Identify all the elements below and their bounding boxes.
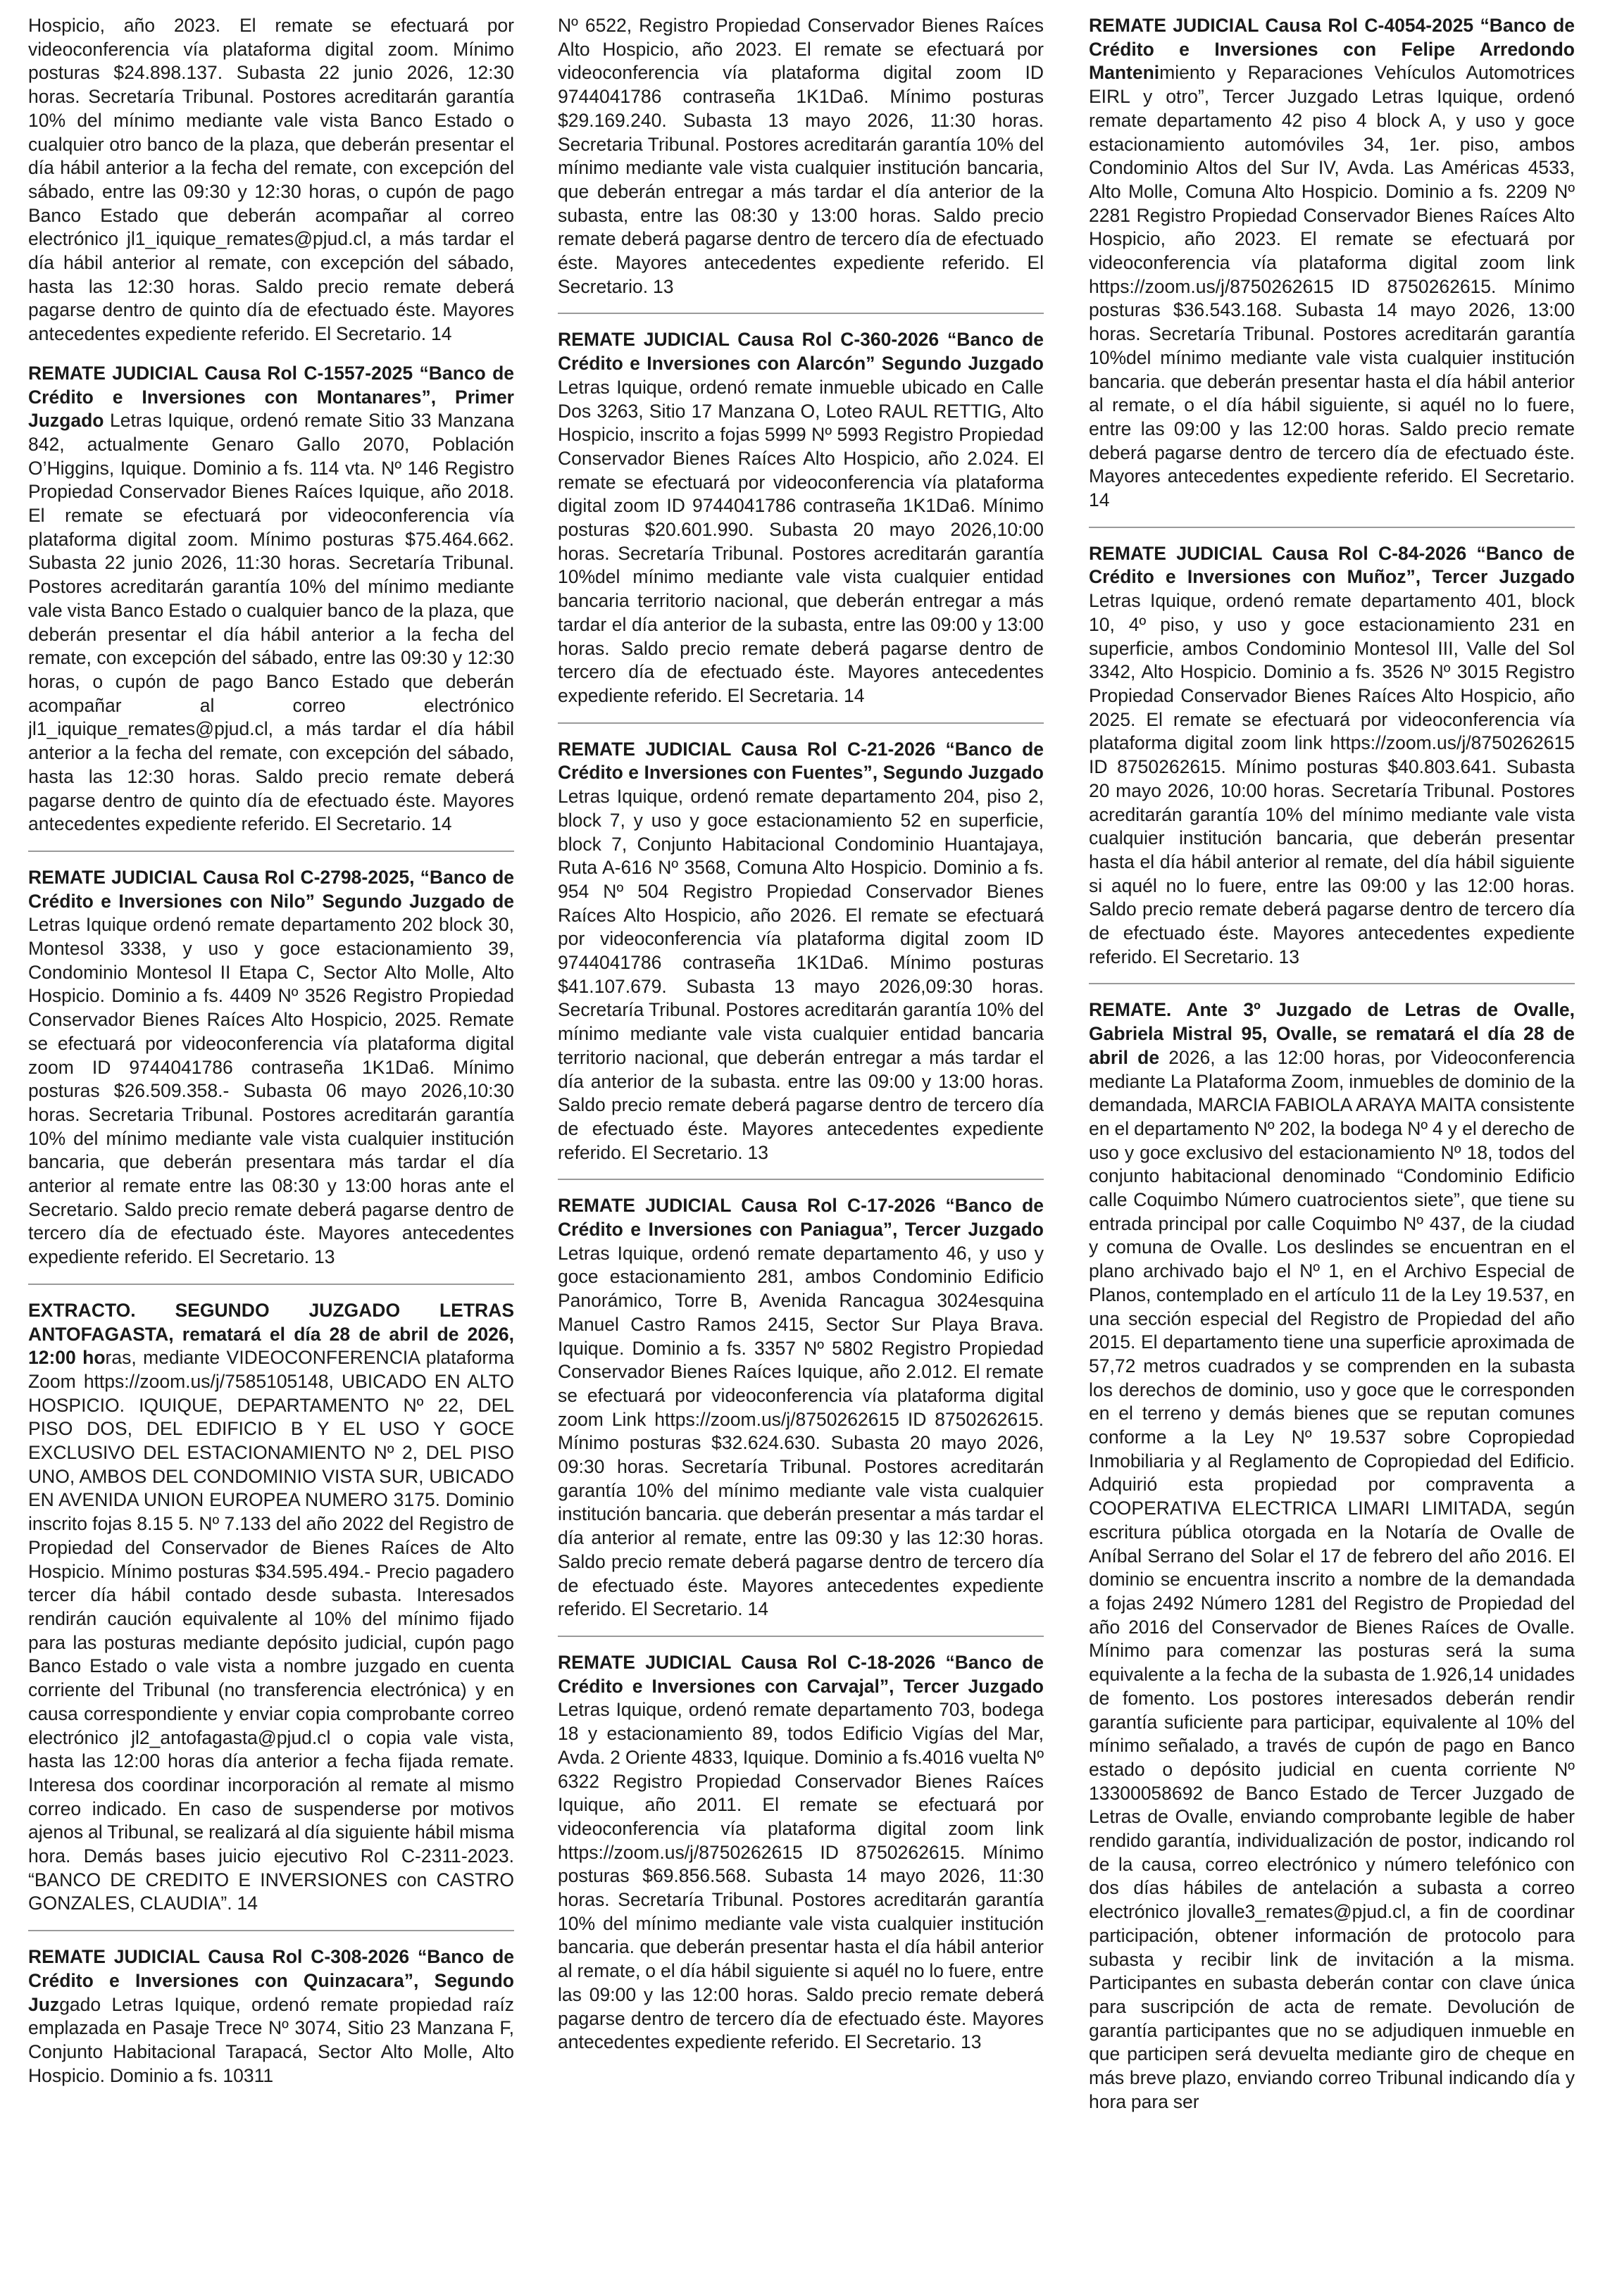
notice-heading: REMATE JUDICIAL Causa Rol C-4054-2025 “Banco de Crédito e Inversiones con Felipe Arredondo Manteni (1089, 15, 1575, 84)
notice (558, 328, 1044, 717)
notice-body: Hospicio, año 2023. El remate se efectuará por videoconferencia vía plataforma digital zoom. Mínimo posturas $24.898.137. Subasta 22 junio 2026, 12:30 horas. Secretaría Tribunal. Postores acreditarán garantía 10% del mínimo mediante vale vista Banco Estado o cualquier otro banco de la plaza, que deberán presentar el día hábil anterior a la fecha del remate, con excepción del sábado, entre las 09:30 y 12:30 horas, o cupón de pago Banco Estado que deberán acompañar al correo electrónico jl1_iquique_remates@pjud.cl, a más tardar el día hábil anterior al remate, con excepción del sábado, hasta las 12:30 horas. Saldo precio remate deberá pagarse dentro de quinto día de efectuado éste. Mayores antecedentes expediente referido. El Secretario. 14 (28, 15, 514, 345)
notice-body: Letras Iquique ordenó remate departamento 202 block 30, Montesol 3338, y uso y goce estacionamiento 39, Condominio Montesol II Etapa C, Sector Alto Molle, Alto Hospicio. Dominio a fs. 4409 Nº 3526 Registro Propiedad Conservador Bienes Raíces Alto Hospicio, 2025. Remate se efectuará por videoconferencia vía plataforma digital zoom ID 9744041786 contraseña 1K1Da6. Mínimo posturas $26.509.358.- Subasta 06 mayo 2026,10:30 horas. Secretaria Tribunal. Postores acreditarán garantía 10% del mínimo mediante vale vista cualquier institución bancaria, que deberán presentara más tardar el día anterior al remate entre las 08:30 y 13:00 horas ante el Secretario. Saldo precio remate deberá pagarse dentro de tercero día de efectuado éste. Mayores antecedentes expediente referido. El Secretario. 13 (28, 914, 514, 1268)
divider (1089, 983, 1575, 984)
newspaper-page (28, 14, 1582, 2285)
notice (28, 866, 514, 1279)
notice (28, 362, 514, 846)
divider (558, 1179, 1044, 1180)
column-2 (558, 14, 1044, 2285)
notice-body: gado Letras Iquique, ordenó remate propiedad raíz emplazada en Pasaje Trece Nº 3074, Sitio 23 Manzana F, Conjunto Habitacional Tarapacá, Sector Alto Molle, Alto Hospicio. Dominio a fs. 10311 (28, 1993, 514, 2086)
divider (558, 313, 1044, 314)
divider (1089, 527, 1575, 528)
notice-body: Letras Iquique, ordenó remate departamento 703, bodega 18 y estacionamiento 89, todos Edificio Vigías del Mar, Avda. 2 Oriente 4833, Iquique. Dominio a fs.4016 vuelta Nº 6322 Registro Propiedad Conservador Bienes Raíces Iquique, año 2011. El remate se efectuará por videoconferencia vía plataforma digital zoom link https://zoom.us/j/8750262615 ID 8750262615. Mínimo posturas $69.856.568. Subasta 14 mayo 2026, 11:30 horas. Secretaría Tribunal. Postores acreditarán garantía 10% del mínimo mediante vale vista cualquier institución bancaria. que deberán presentar hasta el día hábil anterior al remate, o el día hábil siguiente si aquél no lo fuere, entre las 09:00 y las 12:00 horas. Saldo precio remate deberá pagarse dentro de tercero día de efectuado éste. Mayores antecedentes expediente referido. El Secretario. 13 (558, 1699, 1044, 2053)
notice (558, 1194, 1044, 1631)
notice-body: Letras Iquique, ordenó remate inmueble ubicado en Calle Dos 3263, Sitio 17 Manzana O, Loteo RAUL RETTIG, Alto Hospicio, inscrito a fojas 5999 Nº 5993 Registro Propiedad Conservador Bienes Raíces Alto Hospicio, año 2.024. El remate se efectuará por videoconferencia vía plataforma digital zoom ID 9744041786 contraseña 1K1Da6. Mínimo posturas $20.601.990. Subasta 20 mayo 2026,10:00 horas. Secretaría Tribunal. Postores acreditarán garantía 10%del mínimo mediante vale vista cualquier entidad bancaria territorio nacional, que deberán entregar a más tardar el día anterior de la subasta, entre las 09:00 y 13:00 horas. Saldo precio remate deberá pagarse dentro de tercero día de efectuado éste. Mayores antecedentes expediente referido. El Secretaria. 14 (558, 376, 1044, 706)
notice-heading: REMATE JUDICIAL Causa Rol C-1557-2025 “Banco de Crédito e Inversiones con Montanares”, Primer Juzgado (28, 362, 514, 432)
divider (558, 1636, 1044, 1637)
notice-body: miento y Reparaciones Vehículos Automotrices EIRL y otro”, Tercer Juzgado Letras Iquique, ordenó remate departamento 42 piso 4 block A, y uso y goce estacionamiento automóviles 34, 1er. piso, ambos Condominio Altos del Sur IV, Avda. Las Américas 4533, Alto Molle, Comuna Alto Hospicio. Dominio a fs. 2209 Nº 2281 Registro Propiedad Conservador Bienes Raíces Alto Hospicio, año 2023. El remate se efectuará por videoconferencia vía plataforma digital zoom link https://zoom.us/j/8750262615 ID 8750262615. Mínimo posturas $36.543.168. Subasta 14 mayo 2026, 13:00 horas. Secretaría Tribunal. Postores acreditarán garantía 10%del mínimo mediante vale vista cualquier institución bancaria. que deberán presentar hasta el día hábil anterior al remate, o el día hábil siguiente, si aquél no lo fuere, entre las 09:00 y las 12:00 horas. Saldo precio remate deberá pagarse dentro de tercero día de efectuado éste. Mayores antecedentes expediente referido. El Secretario. 14 (1089, 62, 1575, 511)
notice-heading: REMATE JUDICIAL Causa Rol C-17-2026 “Banco de Crédito e Inversiones con Paniagua”, Tercer Juzgado (558, 1195, 1044, 1241)
notice (28, 14, 514, 356)
notice-heading: REMATE JUDICIAL Causa Rol C-84-2026 “Banco de Crédito e Inversiones con Muñoz”, Tercer Juzgado (1089, 542, 1575, 588)
notice (1089, 14, 1575, 522)
notice (28, 1299, 514, 1926)
column-1 (28, 14, 514, 2285)
notice (1089, 998, 1575, 2124)
notice-heading: REMATE JUDICIAL Causa Rol C-18-2026 “Banco de Crédito e Inversiones con Carvajal”, Tercer Juzgado (558, 1652, 1044, 1697)
notice (558, 1651, 1044, 2064)
divider (28, 1284, 514, 1285)
divider (28, 1930, 514, 1931)
notice (28, 1945, 514, 2097)
notice-body: ras, mediante VIDEOCONFERENCIA plataforma Zoom https://zoom.us/j/7585105148, UBICADO EN ALTO HOSPICIO. IQUIQUE, DEPARTAMENTO Nº 22, DEL PISO DOS, DEL EDIFICIO B Y EL USO Y GOCE EXCLUSIVO DEL ESTACIONAMIENTO Nº 2, DEL PISO UNO, AMBOS DEL CONDOMINIO VISTA SUR, UBICADO EN AVENIDA UNION EUROPEA NUMERO 3175. Dominio inscrito fojas 8.15 5. Nº 7.133 del año 2022 del Registro de Propiedad del Conservador de Bienes Raíces de Alto Hospicio. Mínimo posturas $34.595.494.- Precio pagadero tercer día hábil contado desde subasta. Interesados rendirán caución equivalente al 10% del mínimo fijado para las posturas mediante depósito judicial, cupón pago Banco Estado o vale vista a nombre juzgado en cuenta corriente del Tribunal (no transferencia electrónica) y en causa correspondiente y enviar copia comprobante correo electrónico jl2_antofagasta@pjud.cl o copia vale vista, hasta las 12:00 horas día anterior a fecha fijada remate. Interesa dos coordinar incorporación al remate al mismo correo indicado. En caso de suspenderse por motivos ajenos al Tribunal, se realizará al día siguiente hábil misma hora. Demás bases juicio ejecutivo Rol C-2311-2023. “BANCO DE CREDITO E INVERSIONES con CASTRO GONZALES, CLAUDIA”. 14 (28, 1347, 514, 1914)
notice-heading: REMATE JUDICIAL Causa Rol C-21-2026 “Banco de Crédito e Inversiones con Fuentes”, Segundo Juzgado (558, 738, 1044, 784)
notice-heading: REMATE JUDICIAL Causa Rol C-308-2026 “Banco de Crédito e Inversiones con Quinzacara”, Segundo Juz (28, 1946, 514, 2015)
notice-body: Letras Iquique, ordenó remate departamento 204, piso 2, block 7, y uso y goce estacionamiento 52 en superficie, block 7, Conjunto Habitacional Condominio Huantajaya, Ruta A-616 Nº 3568, Comuna Alto Hospicio. Dominio a fs. 954 Nº 504 Registro Propiedad Conservador Bienes Raíces Alto Hospicio, año 2026. El remate se efectuará por videoconferencia vía plataforma digital zoom ID 9744041786 contraseña 1K1Da6. Mínimo posturas $41.107.679. Subasta 13 mayo 2026,09:30 horas. Secretaría Tribunal. Postores acreditarán garantía 10% del mínimo mediante vale vista cualquier entidad bancaria territorio nacional, que deberán entregar a más tardar el día anterior de la subasta. entre las 09:00 y 13:00 horas. Saldo precio remate deberá pagarse dentro de tercero día de efectuado éste. Mayores antecedentes expediente referido. El Secretario. 13 (558, 786, 1044, 1163)
divider (558, 722, 1044, 724)
divider (28, 851, 514, 852)
notice-body: Letras Iquique, ordenó remate departamento 401, block 10, 4º piso, y uso y goce estacionamiento 231 en superficie, ambos Condominio Montesol III, Valle del Sol 3342, Alto Hospicio. Dominio a fs. 3526 Nº 3015 Registro Propiedad Conservador Bienes Raíces Alto Hospicio, año 2025. El remate se efectuará por videoconferencia vía plataforma digital zoom link https://zoom.us/j/8750262615 ID 8750262615. Mínimo posturas $40.803.641. Subasta 20 mayo 2026, 10:00 horas. Secretaría Tribunal. Postores acreditarán garantía 10% del mínimo mediante vale vista cualquier institución bancaria, que deberán presentar hasta el día hábil anterior al remate, del día hábil siguiente si aquél no lo fuere, entre las 09:00 y las 12:00 horas. Saldo precio remate deberá pagarse dentro de tercero día de efectuado éste. Mayores antecedentes expediente referido. El Secretario. 13 (1089, 590, 1575, 967)
notice (558, 738, 1044, 1175)
notice-heading: REMATE JUDICIAL Causa Rol C-360-2026 “Banco de Crédito e Inversiones con Alarcón” Segundo Juzgado (558, 329, 1044, 375)
notice (1089, 542, 1575, 979)
notice-heading: REMATE JUDICIAL Causa Rol C-2798-2025, “Banco de Crédito e Inversiones con Nilo” Segundo Juzgado de (28, 866, 514, 912)
notice-body: 2026, a las 12:00 horas, por Videoconferencia mediante La Plataforma Zoom, inmuebles de dominio de la demandada, MARCIA FABIOLA ARAYA MAITA consistente en el departamento Nº 202, la bodega Nº 4 y el derecho de uso y goce exclusivo del estacionamiento Nº 18, todos del conjunto habitacional denominado “Condominio Edificio calle Coquimbo Número cuatrocientos siete”, que tiene su entrada principal por calle Coquimbo Nº 437, de la ciudad y comuna de Ovalle. Los deslindes se encuentran en el plano archivado bajo el Nº 1, en el Archivo Especial de Planos, contemplado en el artículo 11 de la Ley 19.537, en una sección especial del Registro de Propiedad del año 2015. El departamento tiene una superficie aproximada de 57,72 metros cuadrados y se comprenden en la subasta los derechos de dominio, uso y goce que le corresponden en el terreno y demás bienes que se reputan comunes conforme a la Ley Nº 19.537 sobre Copropiedad Inmobiliaria y al Reglamento de Copropiedad del Edificio. Adquirió esta propiedad por compraventa a COOPERATIVA ELECTRICA LIMARI LIMITADA, según escritura pública otorgada en la Notaría de Ovalle de Aníbal Serrano del Solar el 17 de febrero del año 2016. El dominio se encuentra inscrito a nombre de la demandada a fojas 2492 Número 1281 del Registro de Propiedad del año 2016 del Conservador de Bienes Raíces de Ovalle. Mínimo para comenzar las posturas será la suma equivalente a la fecha de la subasta de 1.926,14 unidades de fomento. Los postores interesados deberán rendir garantía suficiente para participar, equivalente al 10% del mínimo señalado, a través de cupón de pago en Banco estado o depósito judicial en cuenta corriente Nº 13300058692 de Banco Estado de Tercer Juzgado de Letras de Ovalle, enviando comprobante legible de haber rendido garantía, individualización de postor, indicando rol de la causa, correo electrónico y número telefónico con dos días hábiles de antelación a subasta a correo electrónico jlovalle3_remates@pjud.cl, a fin de coordinar participación, obtener información de protocolo para subasta y recibir link de invitación a la misma. Participantes en subasta deberán contar con clave única para suscripción de acta de remate. Devolución de garantía participantes que no se adjudiquen inmueble en que participen será devuelta mediante giro de cheque en más breve plazo, enviando correo Tribunal indicando día y hora para ser (1089, 1046, 1575, 2112)
notice (558, 14, 1044, 308)
column-3 (1089, 14, 1575, 2285)
notice-heading: REMATE. Ante 3º Juzgado de Letras de Ovalle, Gabriela Mistral 95, Ovalle, se rematará el día 28 de abril de (1089, 999, 1575, 1068)
notice-heading: EXTRACTO. SEGUNDO JUZGADO LETRAS ANTOFAGASTA, rematará el día 28 de abril de 2026, 12:00 ho (28, 1299, 514, 1369)
notice-body: Nº 6522, Registro Propiedad Conservador Bienes Raíces Alto Hospicio, año 2023. El remate se efectuará por videoconferencia vía plataforma digital zoom ID 9744041786 contraseña 1K1Da6. Mínimo posturas $29.169.240. Subasta 13 mayo 2026, 11:30 horas. Secretaria Tribunal. Postores acreditarán garantía 10% del mínimo mediante vale vista cualquier institución bancaria, que deberán entregar a más tardar el día anterior de la subasta, entre las 08:30 y 13:00 horas. Saldo precio remate deberá pagarse dentro de tercero día de efectuado éste. Mayores antecedentes expediente referido. El Secretario. 13 (558, 15, 1044, 297)
notice-body: Letras Iquique, ordenó remate Sitio 33 Manzana 842, actualmente Genaro Gallo 2070, Población O’Higgins, Iquique. Dominio a fs. 114 vta. Nº 146 Registro Propiedad Conservador Bienes Raíces Iquique, año 2018. El remate se efectuará por videoconferencia vía plataforma digital zoom. Mínimo posturas $75.464.662. Subasta 22 junio 2026, 11:30 horas. Secretaría Tribunal. Postores acreditarán garantía 10% del mínimo mediante vale vista Banco Estado o cualquier banco de la plaza, que deberán presentar el día hábil anterior a la fecha del remate, con excepción del sábado, entre las 09:30 y 12:30 horas, o cupón de pago Banco Estado que deberán acompañar al correo electrónico jl1_iquique_remates@pjud.cl, a más tardar el día hábil anterior a la fecha del remate, con excepción del sábado, hasta las 12:30 horas. Saldo precio remate deberá pagarse dentro de quinto día de efectuado éste. Mayores antecedentes expediente referido. El Secretario. 14 (28, 410, 514, 835)
notice-body: Letras Iquique, ordenó remate departamento 46, y uso y goce estacionamiento 281, ambos Condominio Edificio Panorámico, Torre B, Avenida Rancagua 3024esquina Manuel Castro Ramos 2415, Sector Sur Playa Brava. Iquique. Dominio a fs. 3357 Nº 5802 Registro Propiedad Conservador Bienes Raíces Iquique, año 2.012. El remate se efectuará por videoconferencia vía plataforma digital zoom Link https://zoom.us/j/8750262615 ID 8750262615. Mínimo posturas $32.624.630. Subasta 20 mayo 2026, 09:30 horas. Secretaría Tribunal. Postores acreditarán garantía 10% del mínimo mediante vale vista cualquier institución bancaria. que deberán presentar a más tardar el día anterior al remate, entre las 09:30 y las 12:30 horas. Saldo precio remate deberá pagarse dentro de tercero día de efectuado éste. Mayores antecedentes expediente referido. El Secretario. 14 (558, 1242, 1044, 1620)
